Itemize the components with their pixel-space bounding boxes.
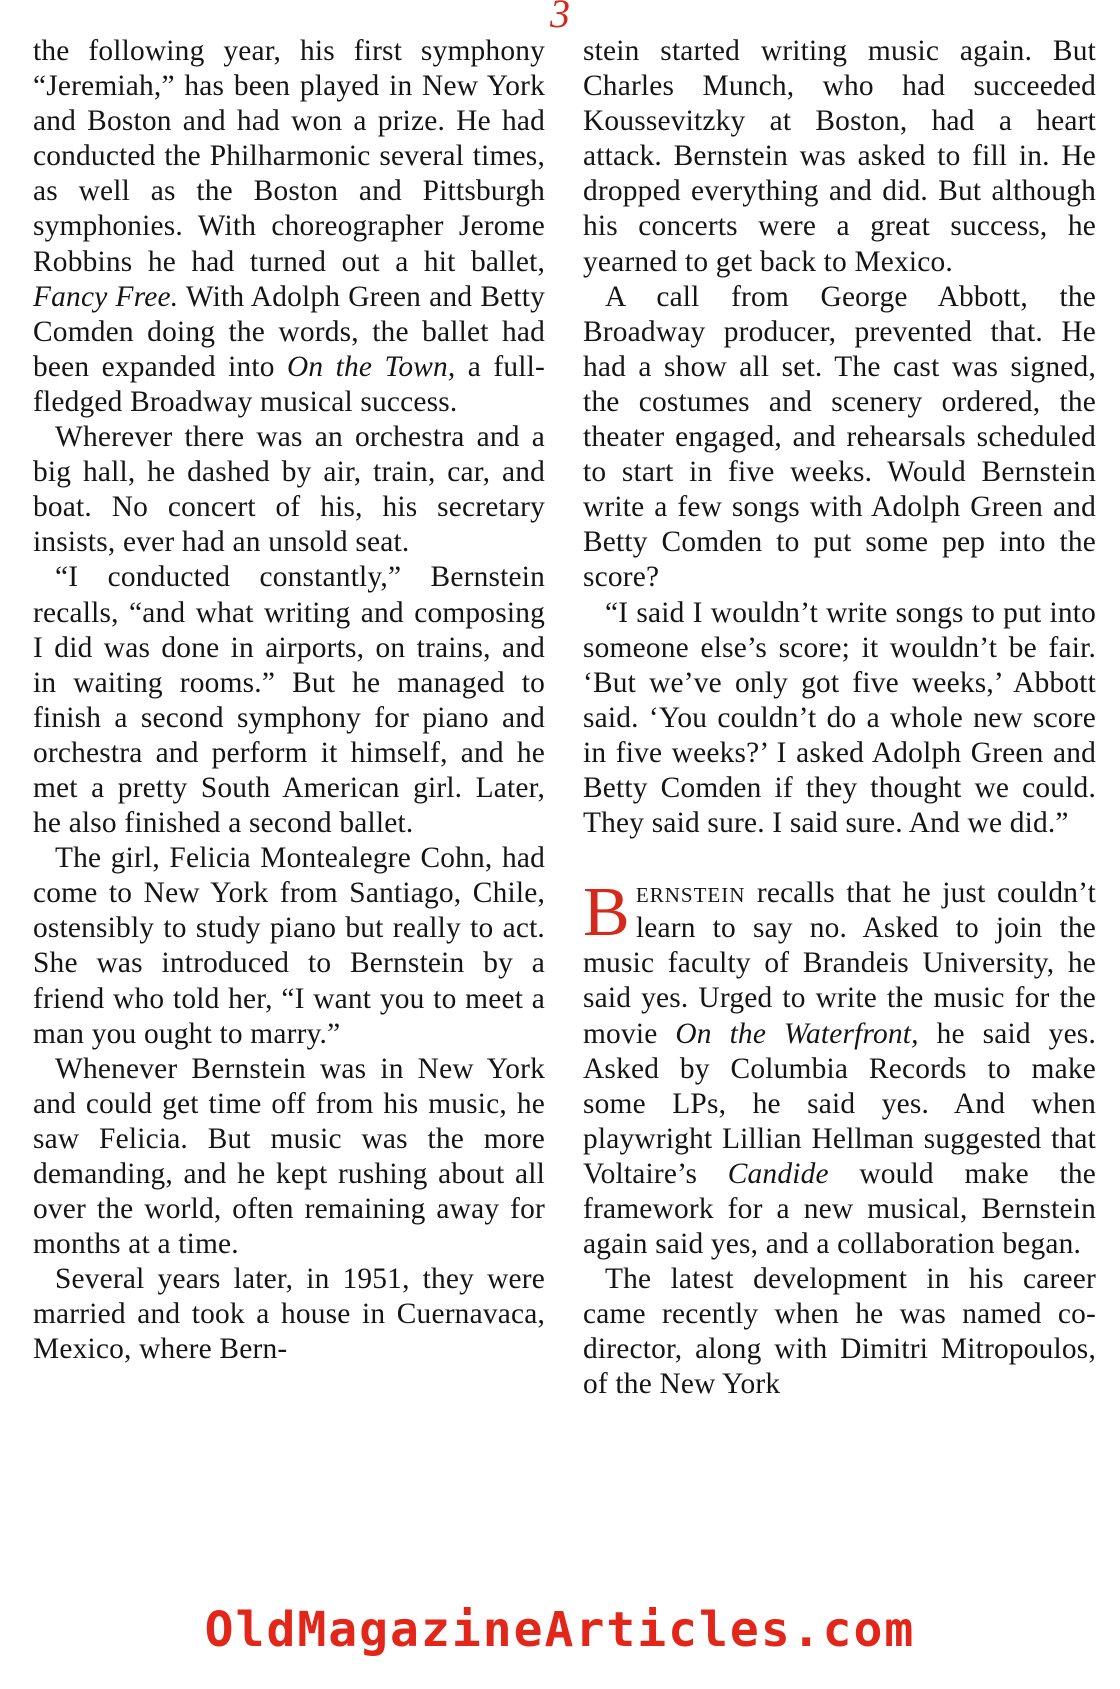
paragraph: Whenever Bernstein was in New York and could get time off from his music, he saw Felicia. But music was the more demanding, and he kept rushing about all over the world, often remaining away for months at a time. [33,1052,545,1261]
paragraph: The girl, Felicia Montealegre Cohn, had come to New York from Santiago, Chile, ostensibly to study piano but really to act. She was introduced to Bernstein by a friend who told her, “I want you to meet a man you ought to marry.” [33,842,545,1050]
musical-title: On the Town, [287,350,456,383]
paragraph: A call from George Abbott, the Broadway producer, prevented that. He had a show all set. The cast was signed, the costumes and scenery ordered, the theater engaged, and rehearsals scheduled to start in five weeks. Would Bernstein write a few songs with Adolph Green and Betty Comden to put some pep into the score? [583,280,1096,594]
article-column-left [33,34,545,1368]
paragraph-text: recalls that he just couldn’t learn to say no. Asked to join the music faculty of Brandeis University, he said yes. Urged to write the music for the movie [583,877,1096,1050]
paragraph-text: he said yes. Asked by Columbia Records to make some LPs, he said yes. And when playwright Lillian Hellman suggested that Voltaire’s [583,1017,1096,1190]
paragraph-text: With Adolph Green and Betty Comden doing the words, the ballet had been expanded into [33,280,546,383]
paragraph: The latest development in his career came recently when he was named co-director, along with Dimitri Mitropoulos, of the New York [583,1263,1096,1401]
paragraph-text: a full-fledged Broadway musical success. [33,350,545,418]
paragraph: “I conducted constantly,” Bernstein recalls, “and what writing and composing I did was done in airports, on trains, and in waiting rooms.” But he managed to finish a second symphony for piano and orchestra and perform it himself, and he met a pretty South American girl. Later, he also finished a second ballet. [33,561,545,840]
paragraph: stein started writing music again. But Charles Munch, who had succeeded Koussevitzky at Boston, had a heart attack. Bernstein was asked to fill in. He dropped everything and did. But although his concerts were a great success, he yearned to get back to Mexico. [583,35,1096,278]
paragraph [33,34,545,420]
ballet-title: Fancy Free. [33,280,179,313]
site-watermark: OldMagazineArticles.com [204,1602,916,1658]
movie-title: On the Waterfront, [675,1017,919,1050]
section-paragraph [583,876,1096,1262]
page-number: 3 [550,0,570,36]
book-title: Candide [727,1157,829,1190]
paragraph-text: would make the framework for a new musical, Bernstein again said yes, and a collaboration began. [583,1157,1097,1261]
article-column-right [583,34,1096,1403]
paragraph: “I said I wouldn’t write songs to put into someone else’s score; it wouldn’t be fair. ‘But we’ve only got five weeks,’ Abbott said. ‘You couldn’t do a whole new score in five weeks?’ I asked Adolph Green and Betty Comden if they thought we could. They said sure. I said sure. And we did.” [583,596,1096,840]
drop-cap: B [583,874,630,952]
paragraph: Several years later, in 1951, they were married and took a house in Cuernavaca, Mexico, where Bern- [33,1263,545,1366]
paragraph: Wherever there was an orchestra and a big hall, he dashed by air, train, car, and boat. No concert of his, his secretary insists, ever had an unsold seat. [33,421,545,559]
small-caps-lead: ernstein [635,877,746,910]
paragraph-text: the following year, his first symphony “Jeremiah,” has been played in New York and Boston and had won a prize. He had conducted the Philharmonic several times, as well as the Boston and Pittsburgh symphonies. With choreographer Jerome Robbins he had turned out a hit ballet, [33,35,545,278]
